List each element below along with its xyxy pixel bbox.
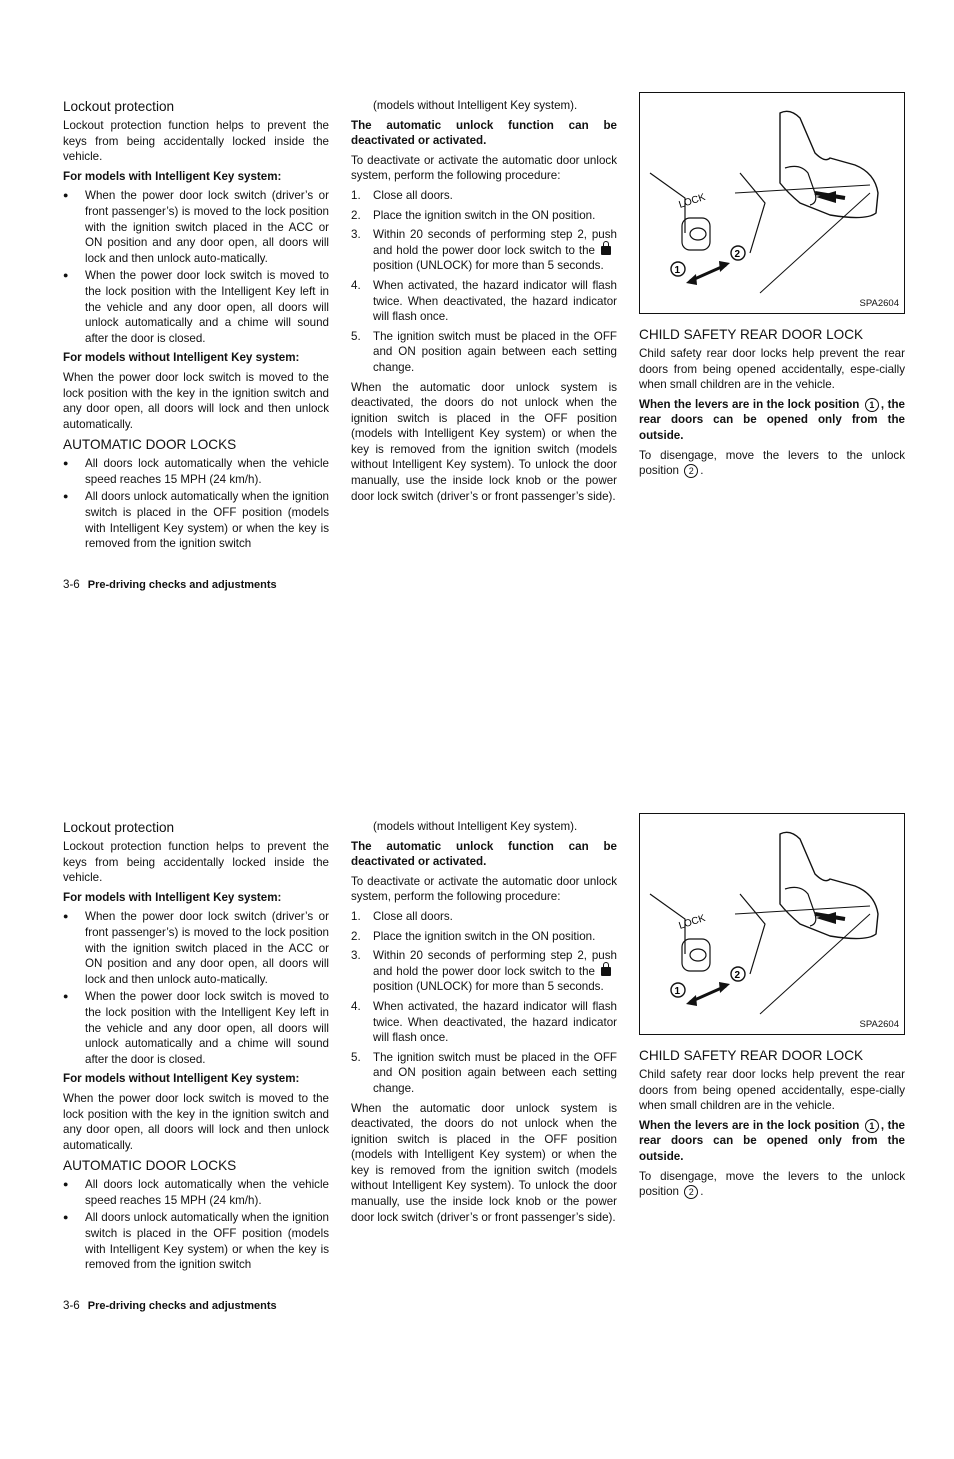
section-title: Pre-driving checks and adjustments [87,1300,277,1312]
figure-callout-2: 2 [734,970,741,981]
disengage-text [639,1169,905,1200]
disengage-part: . [700,464,704,478]
child-lock-text: Child safety rear door locks help prevent the rear doors from being opened accidentally, espe-cially when small children are in the vehicle. [639,347,905,392]
step-text: When activated, the hazard indicator will flash twice. When deactivated, the hazard indicator will flash once. [373,999,617,1045]
list-item: ● When the power door lock switch (driver’s or front passenger’s) is moved to the lock position with the ignition switch placed in the ACC or ON position and any door open, all doors will lock and then unlock auto-matically. [63,909,329,987]
page-number: 3-6 [63,1299,80,1312]
disengage-text [639,448,905,479]
with-ik-list [63,909,329,1067]
callout-1: 1 [865,1119,879,1133]
figure-label: SPA2604 [859,298,899,309]
auto-lock-heading: AUTOMATIC DOOR LOCKS [63,1158,237,1174]
column-1 [63,98,329,556]
list-item [351,329,617,376]
step-text: Place the ignition switch in the ON position. [373,208,596,222]
figure-callout-1: 1 [674,986,681,997]
step-number: 3. [351,228,361,242]
unlock-icon [601,246,611,255]
bold-text: , the rear doors can be opened only from the outside. [639,397,905,442]
child-lock-heading: CHILD SAFETY REAR DOOR LOCK [639,327,864,342]
list-item: ● All doors lock automatically when the vehicle speed reaches 15 MPH (24 km/h). [63,456,329,487]
figure-callout-1: 1 [674,265,681,276]
child-lock-figure [639,813,905,1035]
step-text: position (UNLOCK) for more than 5 seconds. [373,980,604,994]
step-text: Close all doors. [373,188,453,202]
auto-lock-list [63,1177,329,1273]
child-lock-figure [639,92,905,314]
page-copy-bottom [0,819,954,1459]
auto-lock-list [63,456,329,552]
step-number: 5. [351,329,361,343]
disengage-part: To disengage, move the levers to the unlock position [639,448,905,478]
bold-text: When the levers are in the lock position [639,397,860,411]
step-text: When activated, the hazard indicator will flash twice. When deactivated, the hazard indicator will flash once. [373,278,617,324]
step-number: 3. [351,949,361,963]
list-item: ● All doors unlock automatically when the ignition switch is placed in the OFF position (models with Intelligent Key system) or when the key is removed from the ignition switch [63,1210,329,1272]
column-3 [639,326,905,483]
section-title: Pre-driving checks and adjustments [87,579,277,591]
step-number: 1. [351,909,361,923]
bold-note: The automatic unlock function can be deactivated or activated. [351,118,617,148]
list-item [351,188,617,204]
list-item: ● All doors unlock automatically when the ignition switch is placed in the OFF position (models with Intelligent Key system) or when the key is removed from the ignition switch [63,489,329,551]
page-footer [63,1299,277,1312]
step-text: Within 20 seconds of performing step 2, push and hold the power door lock switch to the [373,949,617,978]
list-item [351,1050,617,1097]
step-number: 5. [351,1050,361,1064]
without-ik-heading: For models without Intelligent Key system: [63,1072,300,1086]
list-item [351,909,617,925]
child-lock-bold [639,1118,905,1165]
without-ik-heading: For models without Intelligent Key system: [63,351,300,365]
list-item: ● All doors lock automatically when the vehicle speed reaches 15 MPH (24 km/h). [63,1177,329,1208]
with-ik-heading: For models with Intelligent Key system: [63,169,282,183]
lockout-text: Lockout protection function helps to prevent the keys from being accidentally locked inside the vehicle. [63,840,329,885]
bold-text: When the levers are in the lock position [639,1118,860,1132]
step-text: Place the ignition switch in the ON position. [373,929,596,943]
page-copy-top [0,98,954,738]
disengage-part: To disengage, move the levers to the unlock position [639,1169,905,1199]
list-item [351,948,617,995]
lockout-text: Lockout protection function helps to prevent the keys from being accidentally locked inside the vehicle. [63,119,329,164]
page-footer [63,578,277,591]
callout-2: 2 [684,464,698,478]
without-ik-text: When the power door lock switch is moved to the lock position with the key in the ignition switch and any door open, all doors will lock and then unlock automatically. [63,1091,329,1152]
lockout-heading: Lockout protection [63,820,175,835]
step-number: 4. [351,999,361,1013]
with-ik-list [63,188,329,346]
step-text: Within 20 seconds of performing step 2, push and hold the power door lock switch to the [373,228,617,257]
step-number: 4. [351,278,361,292]
disengage-part: . [700,1185,704,1199]
list-item: ● When the power door lock switch (driver’s or front passenger’s) is moved to the lock position with the ignition switch placed in the ACC or ON position and any door open, all doors will lock and then unlock auto-matically. [63,188,329,266]
column-1 [63,819,329,1277]
page-number: 3-6 [63,578,80,591]
closing-text: When the automatic door unlock system is deactivated, the doors do not unlock when the ignition switch is placed in the OFF position (models with Intelligent Key system) or when the key is removed from the ignition switch (models without Intelligent Key system). To unlock the door manually, use the inside lock knob or the power door lock switch (driver’s or front passenger’s side). [351,380,617,503]
procedure-steps [351,188,617,376]
step-text: The ignition switch must be placed in the OFF and ON position again between each setting change. [373,1050,617,1095]
child-lock-heading: CHILD SAFETY REAR DOOR LOCK [639,1048,864,1063]
step-text: The ignition switch must be placed in the OFF and ON position again between each setting change. [373,329,617,374]
step-number: 2. [351,208,361,222]
step-text: Close all doors. [373,909,453,923]
bold-note: The automatic unlock function can be deactivated or activated. [351,839,617,869]
unlock-icon [601,967,611,976]
step-text: position (UNLOCK) for more than 5 seconds. [373,259,604,273]
figure-label: SPA2604 [859,1019,899,1030]
list-item: ● When the power door lock switch is moved to the lock position with the Intelligent Key left in the vehicle and any door open, all doors will unlock automatically and a chime will sound after the door is closed. [63,268,329,346]
procedure-intro: To deactivate or activate the automatic door unlock system, perform the following procedure: [351,874,617,904]
door-diagram [640,814,904,1034]
door-diagram [640,93,904,313]
child-lock-bold [639,397,905,444]
list-item [351,999,617,1046]
step-number: 1. [351,188,361,202]
child-lock-text: Child safety rear door locks help prevent the rear doors from being opened accidentally, espe-cially when small children are in the vehicle. [639,1068,905,1113]
lockout-heading: Lockout protection [63,99,175,114]
procedure-steps [351,909,617,1097]
continued-text: (models without Intelligent Key system). [373,99,578,112]
with-ik-heading: For models with Intelligent Key system: [63,890,282,904]
list-item [351,278,617,325]
list-item [351,208,617,224]
lock-label: LOCK [677,191,707,211]
column-2 [351,819,617,1229]
figure-callout-2: 2 [734,249,741,260]
procedure-intro: To deactivate or activate the automatic door unlock system, perform the following procedure: [351,153,617,183]
list-item [351,929,617,945]
step-number: 2. [351,929,361,943]
auto-lock-heading: AUTOMATIC DOOR LOCKS [63,437,237,453]
bold-text: , the rear doors can be opened only from the outside. [639,1118,905,1163]
list-item: ● When the power door lock switch is moved to the lock position with the Intelligent Key left in the vehicle and any door open, all doors will unlock automatically and a chime will sound after the door is closed. [63,989,329,1067]
closing-text: When the automatic door unlock system is deactivated, the doors do not unlock when the ignition switch is placed in the OFF position (models with Intelligent Key system) or when the key is removed from the ignition switch (models without Intelligent Key system). To unlock the door manually, use the inside lock knob or the power door lock switch (driver’s or front passenger’s side). [351,1101,617,1224]
without-ik-text: When the power door lock switch is moved to the lock position with the key in the ignition switch and any door open, all doors will lock and then unlock automatically. [63,370,329,431]
column-2 [351,98,617,508]
callout-1: 1 [865,398,879,412]
list-item [351,227,617,274]
column-3 [639,1047,905,1204]
callout-2: 2 [684,1185,698,1199]
lock-label: LOCK [677,912,707,932]
continued-text: (models without Intelligent Key system). [373,820,578,833]
